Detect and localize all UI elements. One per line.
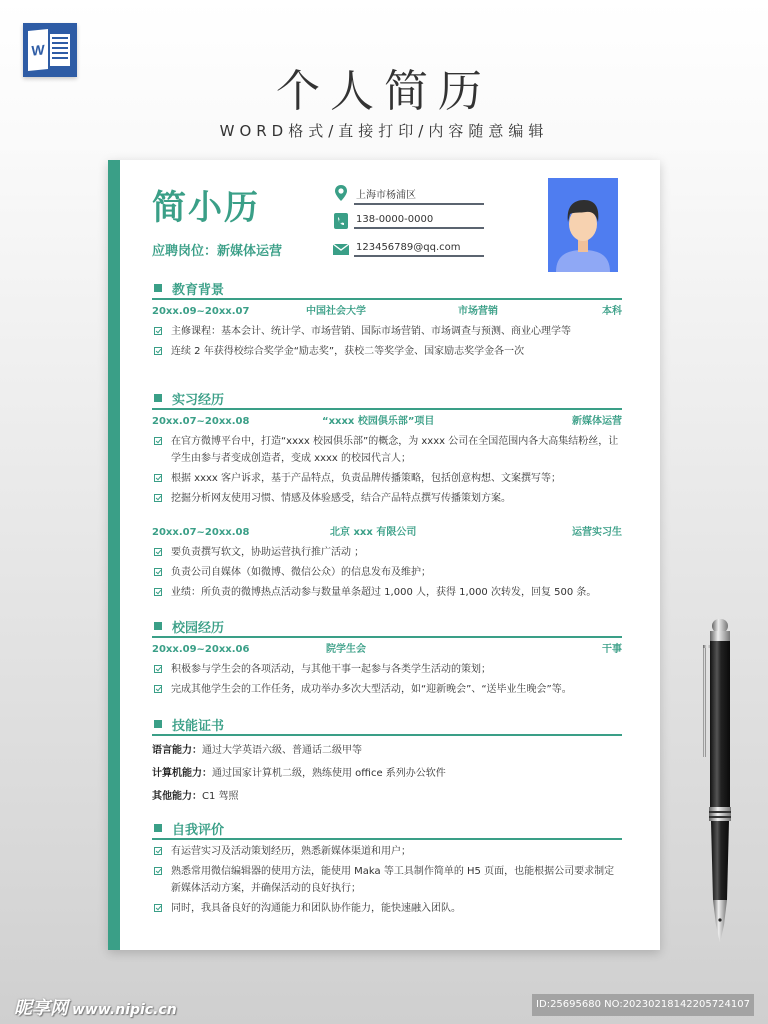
section-internship xyxy=(152,388,622,601)
contact-phone xyxy=(330,208,490,236)
square-bullet-icon xyxy=(154,622,162,630)
phone-value: 138-0000-0000 xyxy=(354,214,484,229)
location-pin-icon xyxy=(332,184,350,202)
word-letter: W xyxy=(28,29,48,71)
entry-date: 20xx.07~20xx.08 xyxy=(152,527,250,538)
skill-item: 语言能力：通过大学英语六级、普通话二级甲等 xyxy=(152,745,362,756)
checkbox-icon xyxy=(154,494,162,502)
resume-paper xyxy=(108,160,660,950)
contact-info xyxy=(330,180,490,264)
entry-date: 20xx.07~20xx.08 xyxy=(152,416,250,427)
section-education xyxy=(152,278,622,360)
square-bullet-icon xyxy=(154,284,162,292)
watermark-brand: 昵享网 xyxy=(14,998,68,1019)
checkbox-icon xyxy=(154,437,162,445)
entry-date: 20xx.09~20xx.06 xyxy=(152,644,250,655)
avatar-icon xyxy=(548,178,618,272)
entry-org: “xxxx 校园俱乐部”项目 xyxy=(322,416,435,427)
section-header xyxy=(152,818,622,840)
list-item: 有运营实习及活动策划经历，熟悉新媒体渠道和用户； xyxy=(152,843,622,860)
email-value: 123456789@qq.com xyxy=(354,242,484,257)
checkbox-icon xyxy=(154,847,162,855)
list-item: 业绩：所负责的微博热点活动参与数量单条超过 1,000 人，获得 1,000 次转发，回复 500 条。 xyxy=(152,584,622,601)
entry-role: 运营实习生 xyxy=(572,527,622,538)
phone-icon xyxy=(332,212,350,230)
entry-role: 新媒体运营 xyxy=(572,416,622,427)
section-self-evaluation xyxy=(152,818,622,917)
list-item: 主修课程：基本会计、统计学、市场营销、国际市场营销、市场调查与预测、商业心理学等 xyxy=(152,323,622,340)
square-bullet-icon xyxy=(154,720,162,728)
checkbox-icon xyxy=(154,474,162,482)
list-item: 负责公司自媒体（如微博、微信公众）的信息发布及维护； xyxy=(152,564,622,581)
section-title: 实习经历 xyxy=(172,393,225,408)
list-item: 要负责撰写软文，协助运营执行推广活动 ； xyxy=(152,544,622,561)
section-header xyxy=(152,714,622,736)
section-campus xyxy=(152,616,622,698)
list-item: 挖掘分析网友使用习惯、情感及体验感受，结合产品特点撰写传播策划方案。 xyxy=(152,490,622,507)
entry-role: 本科 xyxy=(602,306,622,317)
list-item: 根据 xxxx 客户诉求，基于产品特点，负责品牌传播策略，包括创意构想、文案撰写等； xyxy=(152,470,622,487)
entry-date: 20xx.09~20xx.07 xyxy=(152,306,250,317)
list-item: 连续 2 年获得校综合奖学金“励志奖”，获校二等奖学金、国家励志奖学金各一次 xyxy=(152,343,622,360)
contact-address xyxy=(330,180,490,208)
entry-header xyxy=(152,642,622,658)
section-title: 自我评价 xyxy=(172,823,225,838)
candidate-name: 简小历 xyxy=(152,188,260,228)
checkbox-icon xyxy=(154,867,162,875)
list-item: 在官方微博平台中，打造“xxxx 校园俱乐部”的概念，为 xxxx 公司在全国范围内各大高集结粉丝，让学生由参与者变成创造者，变成 xxxx 的校园代言人； xyxy=(152,433,622,467)
skill-item: 计算机能力：通过国家计算机二级，熟练使用 office 系列办公软件 xyxy=(152,768,446,779)
section-skills xyxy=(152,714,622,805)
list-item: 完成其他学生会的工作任务，成功举办多次大型活动，如“迎新晚会”、“送毕业生晚会”等。 xyxy=(152,681,622,698)
section-header xyxy=(152,388,622,410)
checkbox-icon xyxy=(154,665,162,673)
section-title: 技能证书 xyxy=(172,719,225,734)
square-bullet-icon xyxy=(154,394,162,402)
section-header xyxy=(152,278,622,300)
list-item: 积极参与学生会的各项活动，与其他干事一起参与各类学生活动的策划； xyxy=(152,661,622,678)
job-position: 应聘岗位：新媒体运营 xyxy=(152,244,283,259)
section-title: 校园经历 xyxy=(172,621,225,636)
contact-email xyxy=(330,236,490,264)
checkbox-icon xyxy=(154,904,162,912)
skill-item: 其他能力：C1 驾照 xyxy=(152,791,239,802)
checkbox-icon xyxy=(154,685,162,693)
section-header xyxy=(152,616,622,638)
avatar-photo xyxy=(548,178,618,272)
image-id-label: ID:25695680 NO:20230218142205724107 xyxy=(532,994,754,1016)
checkbox-icon xyxy=(154,347,162,355)
checkbox-icon xyxy=(154,588,162,596)
entry-header xyxy=(152,525,622,541)
watermark-url: www.nipic.cn xyxy=(72,1002,177,1018)
entry-org: 院学生会 xyxy=(326,644,366,655)
watermark xyxy=(14,994,177,1020)
entry-major: 市场营销 xyxy=(458,306,498,317)
fountain-pen-icon xyxy=(700,615,740,945)
page-title: 个人简历 xyxy=(276,66,492,117)
entry-org: 北京 xxx 有限公司 xyxy=(330,527,417,538)
list-item: 熟悉常用微信编辑器的使用方法，能使用 Maka 等工具制作简单的 H5 页面，也能根据公司要求制定新媒体活动方案，并确保活动的良好执行； xyxy=(152,863,622,897)
square-bullet-icon xyxy=(154,824,162,832)
entry-role: 干事 xyxy=(602,644,622,655)
accent-bar xyxy=(108,160,120,950)
list-item: 同时，我具备良好的沟通能力和团队协作能力，能快速融入团队。 xyxy=(152,900,622,917)
section-title: 教育背景 xyxy=(172,283,225,298)
entry-header xyxy=(152,414,622,430)
mail-icon xyxy=(332,240,350,258)
checkbox-icon xyxy=(154,327,162,335)
checkbox-icon xyxy=(154,548,162,556)
page-subtitle: WORD格式/直接打印/内容随意编辑 xyxy=(219,122,549,140)
address-value: 上海市杨浦区 xyxy=(354,186,484,205)
entry-org: 中国社会大学 xyxy=(306,306,366,317)
entry-header xyxy=(152,304,622,320)
checkbox-icon xyxy=(154,568,162,576)
